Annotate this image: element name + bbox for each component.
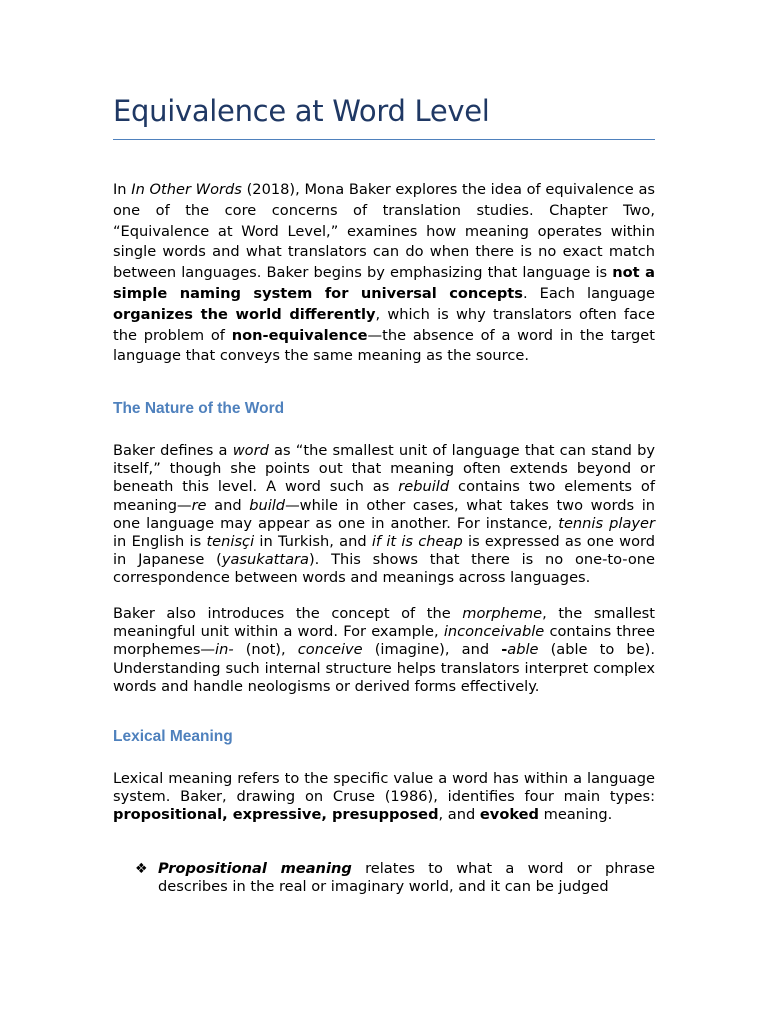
intro-text: —the absence of a word in the target language that conveys the same meaning as the source. (113, 326, 655, 365)
intro-text: . Each language (522, 284, 655, 302)
body-text: (imagine), and (362, 641, 502, 659)
body-text: Baker defines a (113, 442, 233, 459)
intro-text: , which is why translators often face the problem of (113, 305, 656, 344)
italic-term: inconceivable (443, 623, 545, 641)
body-text: (able to be). Understanding such internal structure helps translators interpret complex words and handle neologisms or derived forms effectively. (113, 641, 655, 695)
italic-term: tenisçi (206, 533, 255, 551)
body-text: Baker also introduces the concept of the (113, 605, 463, 622)
body-text: is expressed as one word in Japanese ( (113, 533, 656, 569)
italic-term: tennis player (558, 514, 655, 532)
italic-term: yasukattara (221, 551, 309, 569)
italic-term: word (232, 442, 269, 459)
bold-hyphen: - (501, 641, 508, 659)
nature-paragraph-1 (113, 442, 655, 588)
body-text: , and (438, 806, 480, 824)
italic-term: conceive (297, 641, 363, 659)
page-title: Equivalence at Word Level (113, 94, 490, 128)
body-text: —while in other cases, what takes two words in one language may appear as one in another. For instance, (113, 496, 655, 532)
title-underline-rule (113, 139, 655, 140)
body-text: (not), (233, 641, 298, 659)
body-text: as “the smallest unit of language that can stand by itself,” though she points out that meaning often extends beyond or beneath this level. A word such as (113, 442, 655, 496)
intro-text: (2018), Mona Baker explores the idea of equivalence as one of the core concerns of translation studies. Chapter Two, “Equivalence at Word Level,” examines how meaning operates within single words and what translators can do when there is no exact match between languages. Baker begins by emphasizing that language is (113, 181, 656, 282)
body-text: contains three morphemes— (113, 623, 655, 659)
intro-bold-phrase: not a simple naming system for universal concepts (113, 264, 655, 302)
bullet-text (158, 860, 655, 896)
body-text: in English is (113, 533, 207, 551)
italic-term: able (507, 641, 539, 659)
body-text: meaning. (539, 806, 613, 824)
nature-paragraph-2 (113, 605, 655, 696)
italic-term: rebuild (398, 478, 450, 496)
intro-bold-phrase: organizes the world differently (113, 305, 376, 323)
italic-term: morpheme (462, 605, 543, 622)
body-text: contains two elements of meaning— (113, 478, 655, 514)
section-heading-lexical-meaning: Lexical Meaning (113, 728, 233, 745)
body-text: and (206, 496, 250, 514)
body-text: in Turkish, and (254, 533, 372, 551)
lexical-paragraph-1 (113, 770, 655, 825)
body-text: Lexical meaning refers to the specific value a word has within a language system. Baker, drawing on Cruse (1986), identifies four main types: (113, 770, 655, 806)
italic-term: in- (215, 641, 234, 659)
intro-bold-phrase: non-equivalence (231, 326, 368, 344)
italic-term: build (249, 496, 286, 514)
bold-term: evoked (479, 806, 540, 824)
bold-term: propositional, expressive, presupposed (113, 806, 439, 824)
body-text: , the smallest meaningful unit within a word. For example, (113, 605, 656, 641)
italic-term: re (191, 496, 207, 514)
body-text: relates to what a word or phrase describes in the real or imaginary world, and it can be judged (158, 860, 655, 896)
diamond-bullet-icon: ❖ (135, 861, 148, 877)
intro-text: In (113, 181, 132, 198)
body-text: ). This shows that there is no one-to-one correspondence between words and meanings across languages. (113, 551, 655, 587)
italic-term: if it is cheap (371, 533, 463, 551)
section-heading-nature-of-word: The Nature of the Word (113, 400, 285, 417)
bold-italic-term: Propositional meaning (158, 860, 352, 877)
intro-paragraph (113, 180, 655, 367)
book-title-italic: In Other Words (131, 181, 242, 198)
